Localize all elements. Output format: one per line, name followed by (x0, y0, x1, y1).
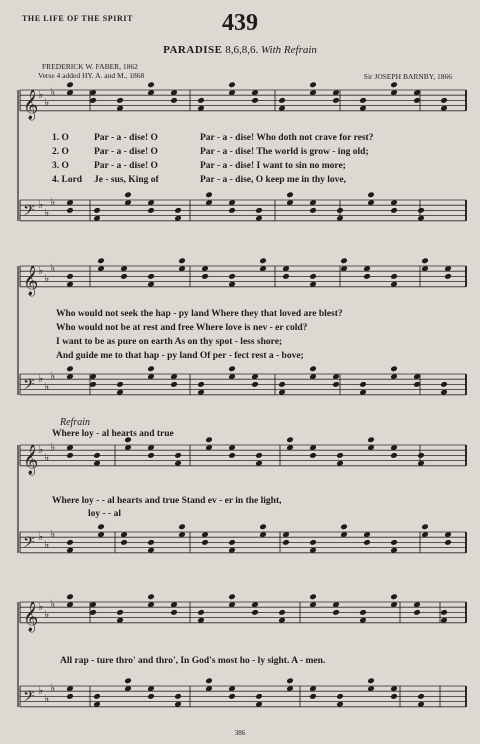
notehead (174, 693, 182, 700)
notehead (228, 273, 236, 280)
notehead (97, 523, 105, 530)
notehead (228, 593, 236, 600)
notehead (336, 693, 344, 700)
bass-clef-icon: 𝄢 (23, 533, 35, 555)
flat-icon: ♭ (44, 272, 50, 285)
flat-icon: ♭ (44, 380, 50, 393)
notehead (205, 677, 213, 684)
verse-credit: Verse 4 added HY. A. and M., 1868 (38, 71, 145, 80)
notehead (97, 257, 105, 264)
verse-3-c: Par - a - dise! I want to sin no more; (200, 161, 346, 171)
notehead (278, 97, 286, 104)
treble-clef-icon: 𝄞 (23, 89, 39, 120)
flat-icon: ♭ (50, 261, 56, 275)
verse-1-b: Par - a - dise! O (94, 133, 158, 143)
notehead (228, 452, 236, 459)
verse-1-a: 1. O (52, 133, 69, 143)
flat-icon: ♭ (38, 443, 44, 457)
notehead (66, 539, 74, 546)
notehead (174, 207, 182, 214)
verse-3-a: 3. O (52, 161, 69, 171)
notehead (228, 693, 236, 700)
refrain-line-4: All rap - ture thro' and thro', In God's most ho - ly sight. A - men. (60, 656, 326, 666)
notehead (286, 436, 294, 443)
notehead (332, 97, 340, 104)
notehead (147, 593, 155, 600)
notehead (359, 609, 367, 616)
verse-4-c: Par - a - dise, O keep me in thy love, (200, 175, 347, 185)
verse-1-line2: Who would not seek the hap - py land Where they that loved are blest? (56, 309, 343, 319)
notehead (66, 693, 74, 700)
notehead (309, 593, 317, 600)
notehead (417, 452, 425, 459)
notehead (367, 436, 375, 443)
notehead (120, 273, 128, 280)
notehead (116, 609, 124, 616)
flat-icon: ♭ (50, 85, 56, 99)
notehead (309, 207, 317, 214)
flat-icon: ♭ (44, 692, 50, 705)
page-number: 386 (234, 729, 246, 737)
verse-4-a: 4. Lord (52, 175, 83, 185)
refrain-label: Refrain (60, 417, 90, 428)
notehead (116, 97, 124, 104)
author-credit: FREDERICK W. FABER, 1862 (42, 62, 138, 71)
notehead (93, 207, 101, 214)
notehead (147, 693, 155, 700)
notehead (251, 97, 259, 104)
tune-name: PARADISE (163, 44, 223, 56)
notehead (124, 677, 132, 684)
notehead (251, 381, 259, 388)
notehead (309, 693, 317, 700)
notehead (255, 207, 263, 214)
flat-icon: ♭ (38, 264, 44, 278)
notehead (417, 693, 425, 700)
notehead (413, 609, 421, 616)
notehead (363, 539, 371, 546)
notehead (66, 365, 74, 372)
notehead (205, 191, 213, 198)
flat-icon: ♭ (38, 372, 44, 386)
flat-icon: ♭ (44, 96, 50, 109)
notehead (286, 677, 294, 684)
notehead (282, 273, 290, 280)
flat-icon: ♭ (44, 206, 50, 219)
notehead (390, 207, 398, 214)
notehead (332, 381, 340, 388)
notehead (251, 609, 259, 616)
notehead (421, 257, 429, 264)
verse-4-line2: And guide me to that hap - py land Of per - fect rest a - bove; (56, 351, 304, 361)
hymn-number: 439 (222, 10, 258, 36)
notehead (255, 452, 263, 459)
notehead (440, 609, 448, 616)
notehead (440, 97, 448, 104)
flat-icon: ♭ (50, 527, 56, 541)
flat-icon: ♭ (50, 195, 56, 209)
notehead (421, 523, 429, 530)
flat-icon: ♭ (38, 198, 44, 212)
verse-2-line2: Who would not be at rest and free Where love is nev - er cold? (56, 323, 308, 333)
verse-2-b: Par - a - dise! O (94, 147, 158, 157)
notehead (197, 97, 205, 104)
notehead (228, 207, 236, 214)
notehead (390, 593, 398, 600)
flat-icon: ♭ (38, 88, 44, 102)
treble-clef-icon: 𝄞 (23, 265, 39, 296)
notehead (66, 452, 74, 459)
notehead (147, 452, 155, 459)
bass-clef-icon: 𝄢 (23, 375, 35, 397)
notehead (205, 436, 213, 443)
notehead (390, 365, 398, 372)
notehead (417, 207, 425, 214)
treble-clef-icon: 𝄞 (23, 444, 39, 475)
notehead (359, 97, 367, 104)
notehead (309, 273, 317, 280)
running-head: THE LIFE OF THE SPIRIT (22, 14, 134, 23)
notehead (340, 523, 348, 530)
composer-credit: Sir JOSEPH BARNBY, 1866 (363, 72, 452, 81)
verse-4-b: Je - sus, King of (94, 175, 159, 185)
flat-icon: ♭ (44, 451, 50, 464)
notehead (228, 81, 236, 88)
notehead (174, 452, 182, 459)
notehead (197, 609, 205, 616)
notehead (367, 677, 375, 684)
treble-clef-icon: 𝄞 (23, 601, 39, 632)
flat-icon: ♭ (44, 608, 50, 621)
flat-icon: ♭ (38, 684, 44, 698)
verse-3-line2: I want to be as pure on earth As on thy spot - less shore; (56, 337, 283, 347)
notehead (390, 539, 398, 546)
notehead (124, 191, 132, 198)
notehead (336, 207, 344, 214)
notehead (444, 273, 452, 280)
notehead (367, 191, 375, 198)
notehead (444, 539, 452, 546)
flat-icon: ♭ (38, 530, 44, 544)
refrain-line-1: Where loy - al hearts and true (52, 429, 174, 439)
refrain-note: With Refrain (261, 44, 317, 56)
verse-1-c: Par - a - dise! Who doth not crave for rest? (200, 133, 374, 143)
notehead (336, 452, 344, 459)
flat-icon: ♭ (50, 597, 56, 611)
notehead (309, 539, 317, 546)
notehead (309, 81, 317, 88)
flat-icon: ♭ (50, 681, 56, 695)
notehead (66, 207, 74, 214)
notehead (363, 273, 371, 280)
notehead (286, 191, 294, 198)
refrain-line-3: loy - - al (88, 509, 121, 519)
notehead (147, 365, 155, 372)
notehead (390, 452, 398, 459)
notehead (147, 539, 155, 546)
notehead (390, 273, 398, 280)
notehead (309, 452, 317, 459)
notehead (201, 539, 209, 546)
notehead (120, 539, 128, 546)
refrain-line-2: Where loy - - al hearts and true Stand ev - er in the light, (52, 496, 282, 506)
notehead (93, 452, 101, 459)
notehead (228, 539, 236, 546)
notehead (170, 609, 178, 616)
notehead (178, 523, 186, 530)
notehead (228, 365, 236, 372)
notehead (255, 693, 263, 700)
notehead (170, 97, 178, 104)
meter: 8,6,8,6. (225, 44, 259, 56)
verse-3-b: Par - a - dise! O (94, 161, 158, 171)
flat-icon: ♭ (38, 600, 44, 614)
notehead (178, 257, 186, 264)
flat-icon: ♭ (50, 440, 56, 454)
flat-icon: ♭ (50, 369, 56, 383)
notehead (116, 381, 124, 388)
notehead (93, 693, 101, 700)
flat-icon: ♭ (44, 538, 50, 551)
notehead (340, 257, 348, 264)
verse-2-a: 2. O (52, 147, 69, 157)
notehead (390, 693, 398, 700)
notehead (259, 523, 267, 530)
bass-clef-icon: 𝄢 (23, 687, 35, 709)
notehead (66, 81, 74, 88)
notehead (259, 257, 267, 264)
notehead (278, 609, 286, 616)
notehead (66, 273, 74, 280)
notehead (201, 273, 209, 280)
notehead (359, 381, 367, 388)
notehead (147, 273, 155, 280)
notehead (66, 593, 74, 600)
notehead (197, 381, 205, 388)
notehead (147, 207, 155, 214)
notehead (147, 81, 155, 88)
notehead (390, 81, 398, 88)
notehead (278, 381, 286, 388)
notehead (282, 539, 290, 546)
verse-2-c: Par - a - dise! The world is grow - ing old; (200, 147, 369, 157)
bass-clef-icon: 𝄢 (23, 201, 35, 223)
notehead (332, 609, 340, 616)
notehead (440, 381, 448, 388)
notehead (309, 365, 317, 372)
notehead (170, 381, 178, 388)
